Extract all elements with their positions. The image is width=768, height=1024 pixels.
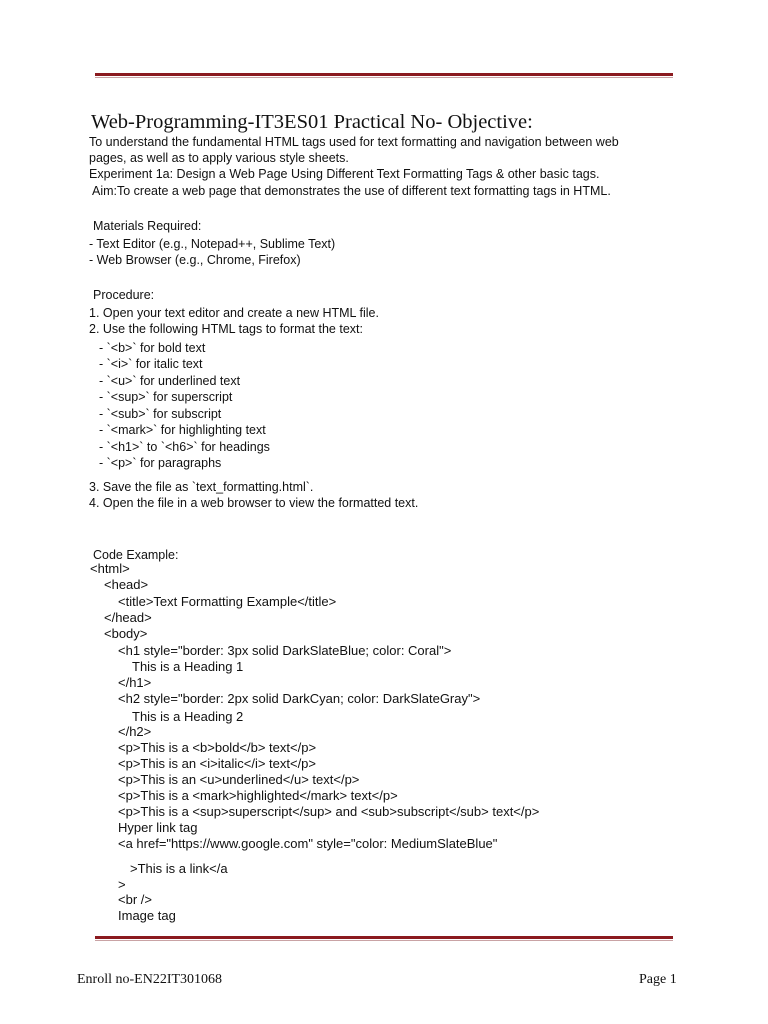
code-line: <p>This is an <u>underlined</u> text</p> [118,772,360,787]
tag-list-item: - `<p>` for paragraphs [99,456,222,470]
code-line: <p>This is a <sup>superscript</sup> and <sub>subscript</sub> text</p> [118,804,540,819]
code-line: <a href="https://www.google.com" style="color: MediumSlateBlue" [118,836,498,851]
enroll-number: Enroll no-EN22IT301068 [77,972,223,987]
code-heading: Code Example: [93,548,179,562]
procedure-step: 3. Save the file as `text_formatting.html`. [89,480,314,494]
code-line: <head> [104,577,149,592]
code-line: <p>This is a <b>bold</b> text</p> [118,740,317,755]
code-line: >This is a link</a [130,861,228,876]
code-line: Image tag [118,908,176,923]
aim-text: Aim:To create a web page that demonstrates the use of different text formatting tags in HTML. [92,184,611,198]
procedure-step: 1. Open your text editor and create a new HTML file. [89,306,379,320]
code-line: <html> [90,561,130,576]
tag-list-item: - `<sup>` for superscript [99,390,233,404]
code-line: <p>This is an <i>italic</i> text</p> [118,756,317,771]
code-line: Hyper link tag [118,820,198,835]
procedure-step: 4. Open the file in a web browser to view the formatted text. [89,496,419,510]
code-line: </h1> [118,675,152,690]
tag-list-item: - `<i>` for italic text [99,357,203,371]
code-line: <body> [104,626,148,641]
procedure-step: 2. Use the following HTML tags to format the text: [89,322,363,336]
code-line: <title>Text Formatting Example</title> [118,594,337,609]
code-line: This is a Heading 1 [132,659,244,674]
code-line: <h1 style="border: 3px solid DarkSlateBlue; color: Coral"> [118,643,452,658]
code-line: </h2> [118,724,152,739]
materials-heading: Materials Required: [93,219,202,233]
materials-item: - Web Browser (e.g., Chrome, Firefox) [89,253,301,267]
procedure-heading: Procedure: [93,288,155,302]
code-line: <br /> [118,892,152,907]
tag-list-item: - `<b>` for bold text [99,341,206,355]
code-line: This is a Heading 2 [132,709,244,724]
code-line: > [118,877,126,892]
page-title: Web-Programming-IT3ES01 Practical No- Objective: [91,111,533,133]
experiment-text: Experiment 1a: Design a Web Page Using Different Text Formatting Tags & other basic tags. [89,167,600,181]
objective-line-2: pages, as well as to apply various style sheets. [89,151,349,165]
objective-line-1: To understand the fundamental HTML tags used for text formatting and navigation between web [89,135,619,149]
materials-item: - Text Editor (e.g., Notepad++, Sublime Text) [89,237,336,251]
footer-rule [95,936,673,939]
tag-list-item: - `<h1>` to `<h6>` for headings [99,440,270,454]
code-line: <p>This is a <mark>highlighted</mark> text</p> [118,788,398,803]
tag-list-item: - `<mark>` for highlighting text [99,423,266,437]
tag-list-item: - `<sub>` for subscript [99,407,222,421]
page-number: Page 1 [639,972,677,987]
header-rule [95,73,673,76]
code-line: <h2 style="border: 2px solid DarkCyan; color: DarkSlateGray"> [118,691,481,706]
tag-list-item: - `<u>` for underlined text [99,374,241,388]
code-line: </head> [104,610,152,625]
